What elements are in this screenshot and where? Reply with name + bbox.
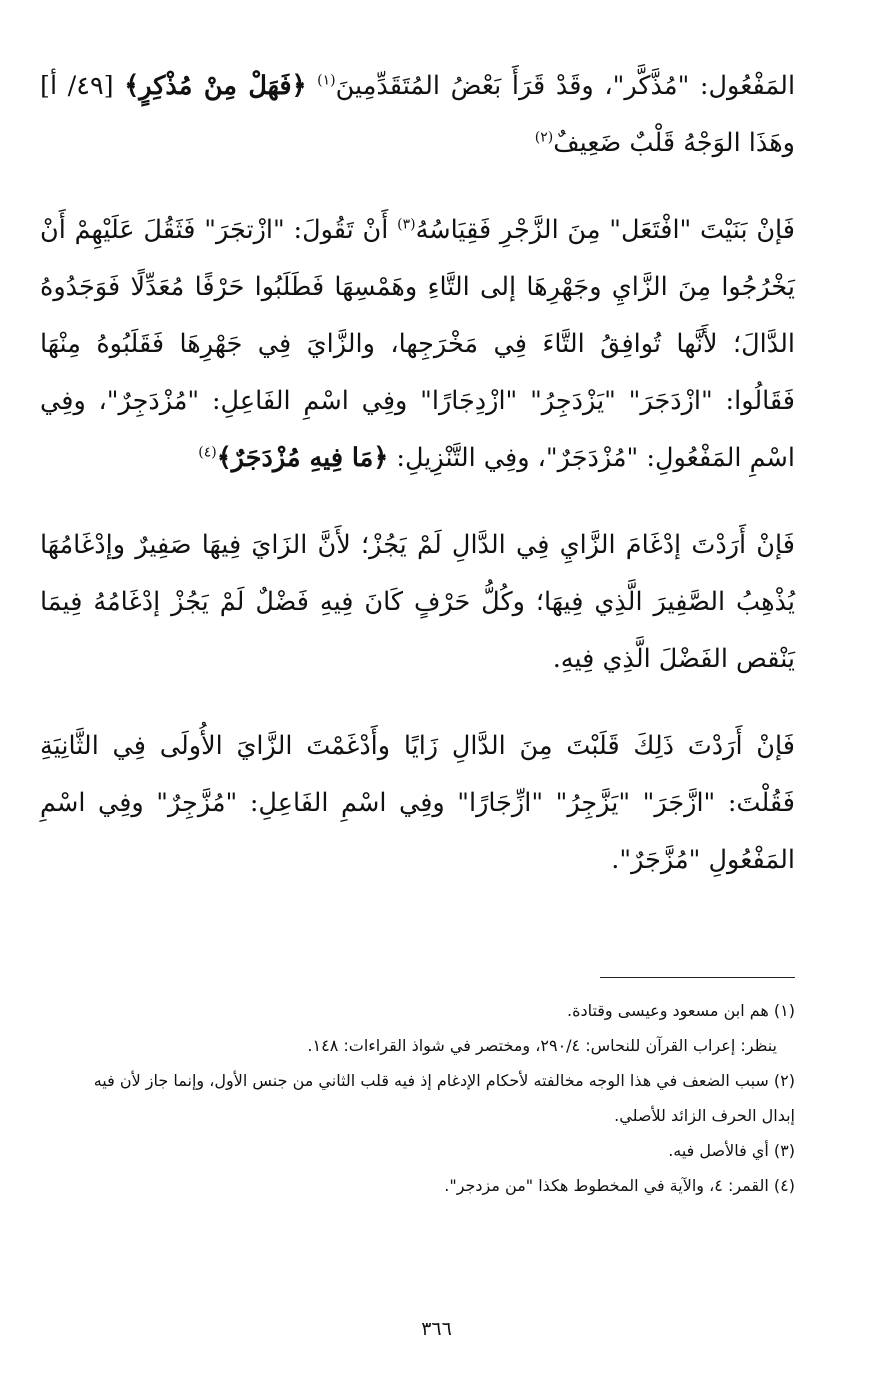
quran-quote: ﴿مَا فِيهِ مُزْدَجَرٌ﴾ — [216, 443, 389, 473]
footnote-separator — [600, 977, 795, 978]
paragraph-4: فَإنْ أَرَدْتَ ذَلِكَ قَلَبْتَ مِنَ الدَّالِ زَايًا وأَدْغَمْتَ الزَّايَ الأُولَى فِي الثَّانِيَةِ فَقُلْتَ: "ازَّجَرَ" "يَزَّجِرُ" "ازِّجَارًا" وفِي اسْمِ الفَاعِلِ: "مُزَّجِرٌ" وفِي اسْمِ المَفْعُولِ "مُزَّجَرٌ". — [40, 731, 795, 875]
footnotes — [82, 993, 795, 1203]
footnote-marker-1[interactable]: (١) — [317, 72, 336, 89]
footnote-marker-3[interactable]: (٣) — [397, 216, 416, 233]
paragraph-2: فَإنْ بَنَيْتَ "افْتَعَل" مِنَ الزَّجْرِ فَقِيَاسُهُ$^{(٣)}$ أَنْ تَقُولَ: "ازْتجَرَ" فَثَقُلَ عَلَيْهِمْ أَنْ يَخْرُجُوا مِنَ الزَّايِ وجَهْرِهَا إلى التَّاءِ وهَمْسِهَا فَطَلَبُوا حَرْفًا مُعَدِّلًا فَوَجَدُوهُ الدَّالَ؛ لأَنَّها تُوافِقُ التَّاءَ فِي مَخْرَجِها، والزَّايَ فِي جَهْرِهَا فَقَلَبُوهُ مِنْهَا فَقَالُوا: "ازْدَجَرَ" "يَزْدَجِرُ" "ازْدِجَارًا" وفِي اسْمِ الفَاعِلِ: "مُزْدَجِرٌ"، وفِي اسْمِ المَفْعُولِ: "مُزْدَجَرٌ"، وفِي التَّنْزِيلِ: ﴿مَا فِيهِ مُزْدَجَرٌ﴾$^{(٤)}$ — [40, 215, 796, 473]
main-text — [40, 58, 795, 889]
paragraph-1: المَفْعُول: "مُذَّكَّر"، وقَدْ قَرَأَ بَعْضُ المُتَقَدِّمِينَ$^{(١)}$ ﴿فَهَلْ مِنْ مُذْكِرٍ﴾ [٤٩/ أ] وهَذَا الوَجْهُ قَلْبٌ ضَعِيفٌ$^{(٢)}$ — [40, 71, 796, 158]
page-body — [40, 58, 795, 889]
quran-quote: ﴿فَهَلْ مِنْ مُذْكِرٍ﴾ — [124, 71, 307, 101]
paragraph-3: فَإنْ أَرَدْتَ إدْغَامَ الزَّايِ فِي الدَّالِ لَمْ يَجُزْ؛ لأَنَّ الزَايَ فِيهَا صَفِيرٌ وإدْغَامُهَا يُذْهِبُ الصَّفِيرَ الَّذِي فِيهَا؛ وكُلُّ حَرْفٍ كَانَ فِيهِ فَضْلٌ لَمْ يَجُزْ إدْغَامُهُ فِيمَا يَنْقص الفَضْلَ الَّذِي فِيهِ. — [40, 530, 795, 674]
footnote-marker-4[interactable]: (٤) — [198, 444, 217, 461]
manuscript-folio-ref: [٤٩/ أ] — [40, 71, 114, 101]
footnote-4: (٤) القمر: ٤، والآية في المخطوط هكذا "من مزدجر". — [444, 1176, 795, 1195]
footnote-2: (٢) سبب الضعف في هذا الوجه مخالفته لأحكام الإدغام إذ فيه قلب الثاني من جنس الأول، وإنما جاز لأن فيه إبدال الحرف الزائد للأصلي. — [93, 1071, 795, 1125]
footnote-1: (١) هم ابن مسعود وعيسى وقتادة. — [566, 1001, 795, 1020]
page-number: ٣٦٦ — [421, 1318, 452, 1340]
footnote-3: (٣) أي فالأصل فيه. — [668, 1141, 795, 1160]
footnote-marker-2[interactable]: (٢) — [534, 129, 554, 146]
footnote-1-continuation: ينظر: إعراب القرآن للنحاس: ٢٩٠/٤، ومختصر في شواذ القراءات: ١٤٨. — [307, 1036, 777, 1055]
